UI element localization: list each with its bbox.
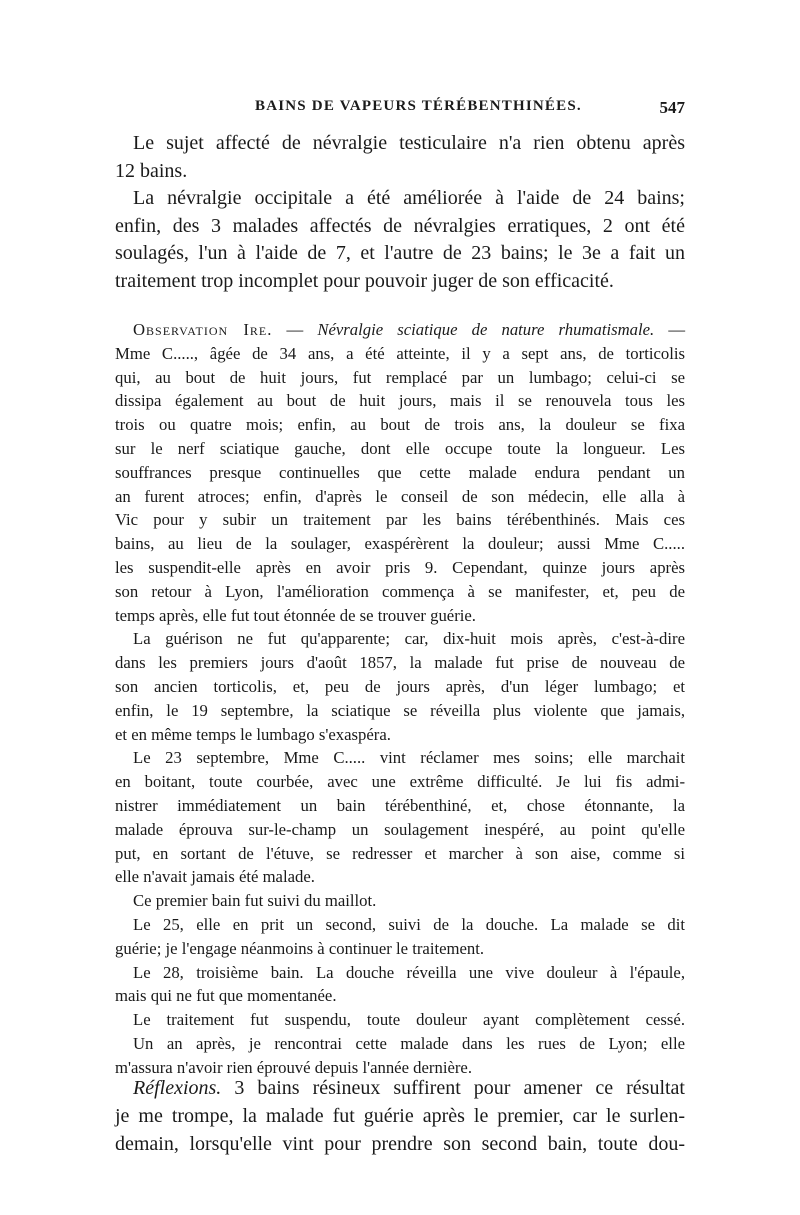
text-line: Un an après, je rencontrai cette malade dans les rues de Lyon; elle	[133, 1033, 685, 1053]
text-line: 3 bains résineux suffirent pour amener ce résultat	[221, 1077, 685, 1099]
text-line: Le sujet affecté de névralgie testiculaire n'a rien obtenu après	[133, 132, 685, 154]
text-line: les suspendit-elle après en avoir pris 9. Cependant, quinze jours après	[115, 557, 685, 577]
text-line: sur le nerf sciatique gauche, dont elle occupe toute la longueur. Les	[115, 438, 685, 458]
observation-dash: —	[272, 320, 318, 339]
text-line: Le 28, troisième bain. La douche réveilla une vive douleur à l'épaule,	[133, 962, 685, 982]
text-line: dans les premiers jours d'août 1857, la malade fut prise de nouveau de	[115, 653, 685, 673]
text-line: m'assura n'avoir rien éprouvé depuis l'année dernière.	[115, 1057, 472, 1077]
text-line: qui, au bout de huit jours, fut remplacé par un lumbago; celui-ci se	[115, 367, 685, 387]
observation-block	[115, 318, 685, 1080]
text-line: Mme C....., âgée de 34 ans, a été atteinte, il y a sept ans, de torticolis	[115, 343, 685, 363]
observation-title: Névralgie sciatique de nature rhumatismale.	[317, 320, 655, 339]
text-line: souffrances presque continuelles que cette malade endura pendant un	[115, 462, 685, 482]
running-title: BAINS DE VAPEURS TÉRÉBENTHINÉES.	[255, 98, 582, 114]
text-line: en boitant, toute courbée, avec une extrême difficulté. Je lui fis admi-	[115, 772, 685, 792]
observation-label: Observation Ire.	[133, 320, 273, 339]
text-line: Le 25, elle en prit un second, suivi de la douche. La malade se dit	[133, 914, 685, 934]
intro-paragraph-2	[115, 185, 685, 295]
text-line: temps après, elle fut tout étonnée de se trouver guérie.	[115, 605, 476, 625]
text-line: bains, au lieu de la soulager, exaspérèrent la douleur; aussi Mme C.....	[115, 534, 685, 554]
text-line: enfin, des 3 malades affectés de névralgies erratiques, 2 ont été	[115, 214, 685, 237]
text-line: Le 23 septembre, Mme C..... vint réclamer mes soins; elle marchait	[133, 748, 685, 768]
page-header	[115, 98, 685, 122]
text-line: elle n'avait jamais été malade.	[115, 867, 315, 887]
text-line: Le traitement fut suspendu, toute douleur ayant complètement cessé.	[133, 1010, 685, 1030]
text-line: Ce premier bain fut suivi du maillot.	[133, 891, 377, 911]
intro-paragraph-1	[115, 130, 685, 185]
text-line: son ancien torticolis, et, peu de jours après, d'un léger lumbago; et	[115, 676, 685, 696]
text-line: traitement trop incomplet pour pouvoir juger de son efficacité.	[115, 269, 614, 292]
text-line: guérie; je l'engage néanmoins à continuer le traitement.	[115, 938, 485, 958]
text-line: Vic pour y subir un traitement par les bains térébenthinés. Mais ces	[115, 510, 685, 530]
text-line: enfin, le 19 septembre, la sciatique se réveilla plus violente que jamais,	[115, 700, 685, 720]
text-line: La névralgie occipitale a été améliorée à l'aide de 24 bains;	[133, 187, 685, 209]
text-line: mais qui ne fut que momentanée.	[115, 986, 337, 1006]
text-line: malade éprouva sur-le-champ un soulagement inespéré, au point qu'elle	[115, 819, 685, 839]
text-line: et en même temps le lumbago s'exaspéra.	[115, 724, 391, 744]
text-line: nistrer immédiatement un bain térébenthiné, et, chose étonnante, la	[115, 795, 685, 815]
reflexions-label: Réflexions.	[133, 1077, 222, 1099]
text-line: son retour à Lyon, l'amélioration commença à se manifester, et, peu de	[115, 581, 685, 601]
text-line: 12 bains.	[115, 159, 188, 182]
text-line: trois ou quatre mois; enfin, au bout de trois ans, la douleur se fixa	[115, 415, 685, 435]
text-line: put, en sortant de l'étuve, se redresser et marcher à son aise, comme si	[115, 843, 685, 863]
text-line: an furent atroces; enfin, d'après le conseil de son médecin, elle alla à	[115, 486, 685, 506]
text-line: je me trompe, la malade fut guérie après le premier, car le surlen-	[115, 1105, 685, 1127]
reflexions-first-line	[115, 1074, 685, 1102]
text-line: dissipa également au bout de huit jours, mais il se renouvela tous les	[115, 391, 685, 411]
observation-heading	[115, 318, 685, 342]
page-number: 547	[659, 98, 685, 117]
text-line: demain, lorsqu'elle vint pour prendre son second bain, toute dou-	[115, 1133, 685, 1155]
text-line: La guérison ne fut qu'apparente; car, dix-huit mois après, c'est-à-dire	[133, 629, 685, 649]
reflexions-block	[115, 1074, 685, 1158]
text-line: soulagés, l'un à l'aide de 7, et l'autre de 23 bains; le 3e a fait un	[115, 242, 685, 264]
observation-title-dash: —	[654, 320, 686, 339]
